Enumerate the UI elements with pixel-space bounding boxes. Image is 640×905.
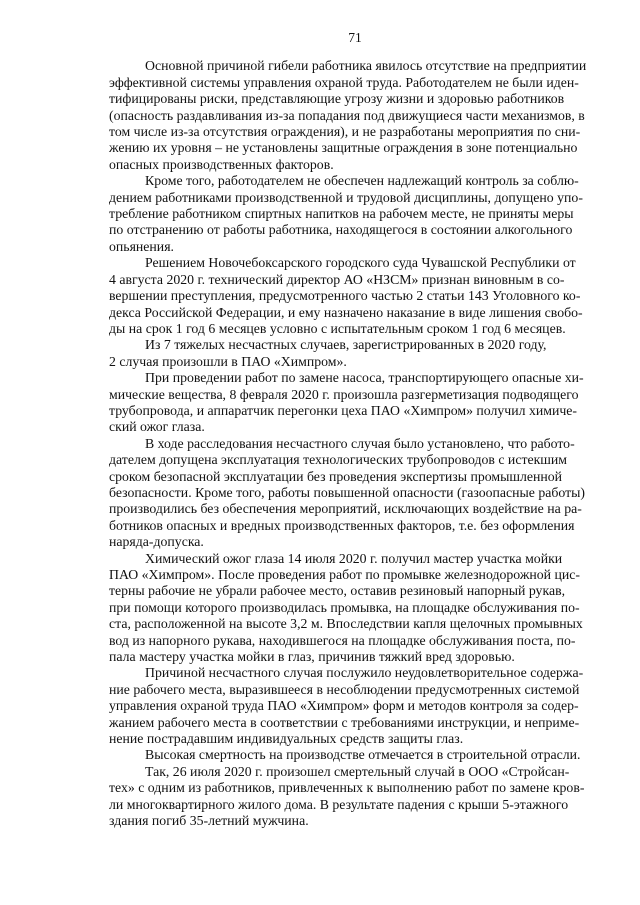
paragraph: Причиной несчастного случая послужило неудовлетворительное содержа- ние рабочего места, выразившееся в несоблюдении предусмотренных системой управления охраной труда ПАО «Химпром» форм и методов контроля за содер- жанием рабочего места в соответствии с требованиями инструкции, и неприме- нение пострадавшим индивидуальных средств защиты глаз.: [109, 665, 584, 747]
paragraph: Так, 26 июля 2020 г. произошел смертельный случай в ООО «Стройсан- тех» с одним из работников, привлеченных к выполнению работ по замене кров- ли многоквартирного жилого дома. В результате падения с крыши 5-этажного здания погиб 35-летний мужчина.: [109, 763, 585, 829]
paragraph: Высокая смертность на производстве отмечается в строительной отрасли.: [145, 747, 581, 763]
paragraph: Химический ожог глаза 14 июля 2020 г. получил мастер участка мойки ПАО «Химпром». После проведения работ по промывке железнодорожной цис- терны рабочие не убрали рабочее место, оставив резиновый напорный рукав, при помощи которого производилась промывка, на площадке обслуживания по- ста, расположенной на высоте 3,2 м. Впоследствии капля щелочных промывных вод из напорного рукава, находившегося на площадке обслуживания поста, по- пала мастеру участка мойки в глаз, причинив тяжкий вред здоровью.: [109, 550, 583, 665]
paragraph: В ходе расследования несчастного случая было установлено, что работо- дателем допущена эксплуатация технологических трубопроводов с истекшим сроком безопасной эксплуатации без проведения экспертизы промышленной безопасности. Кроме того, работы повышенной опасности (газоопасные работы) производились без обеспечения мероприятий, исключающих воздействие на ра- ботников опасных и вредных производственных факторов, т.е. без оформления наряда-допуска.: [109, 435, 585, 550]
paragraph: Решением Новочебоксарского городского суда Чувашской Республики от 4 августа 2020 г. технический директор АО «НЗСМ» признан виновным в со- вершении преступления, предусмотренного частью 2 статьи 143 Уголовного ко- декса Российской Федерации, и ему назначено наказание в виде лишения свобо- ды на срок 1 год 6 месяцев условно с испытательным сроком 1 год 6 месяцев.: [109, 255, 583, 336]
document-page: [109, 30, 597, 830]
paragraph: Из 7 тяжелых несчастных случаев, зарегистрированных в 2020 году, 2 случая произошли в ПАО «Химпром».: [109, 337, 547, 369]
page-number: 71: [348, 30, 362, 45]
paragraph: При проведении работ по замене насоса, транспортирующего опасные хи- мические вещества, 8 февраля 2020 г. произошла разгерметизация подводящего трубопровода, и аппаратчик перегонки цеха ПАО «Химпром» получил химиче- ский ожог глаза.: [109, 370, 584, 435]
paragraph: Кроме того, работодателем не обеспечен надлежащий контроль за соблю- дением работниками производственной и трудовой дисциплины, допущено упо- требление работником спиртных напитков на рабочем месте, не приняты меры по отстранению от работы работника, находящегося в состоянии алкогольного опьянения.: [109, 173, 583, 254]
paragraph: Основной причиной гибели работника явилось отсутствие на предприятии эффективной системы управления охраной труда. Работодателем не были иден- тифицированы риски, представляющие угрозу жизни и здоровью работников (опасность раздавливания из-за попадания под движущиеся части механизмов, в том числе из-за отсутствия ограждения), и не разработаны мероприятия по сни- жению их уровня – не установлены защитные ограждения в зоне потенциально опасных производственных факторов.: [109, 58, 587, 172]
